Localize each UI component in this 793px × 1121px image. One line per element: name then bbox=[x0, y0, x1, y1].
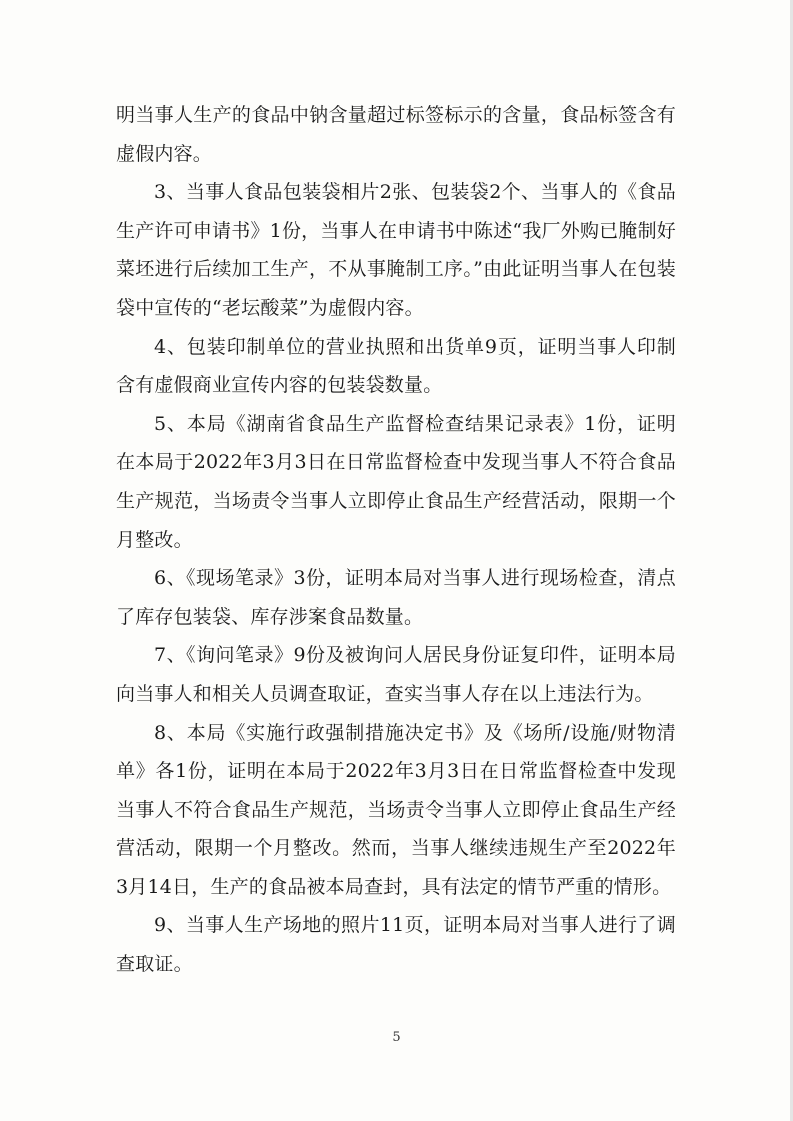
page-number: 5 bbox=[392, 1030, 401, 1045]
paragraph: 6、《现场笔录》3份，证明本局对当事人进行现场检查，清点了库存包装袋、库存涉案食品数量。 bbox=[116, 567, 676, 628]
paragraph: 9、当事人生产场地的照片11页，证明本局对当事人进行了调查取证。 bbox=[116, 914, 676, 976]
paragraph: 7、《询问笔录》9份及被询问人居民身份证复印件，证明本局向当事人和相关人员调查取证，查实当事人存在以上违法行为。 bbox=[116, 644, 676, 705]
document-body bbox=[116, 96, 676, 984]
paragraph: 明当事人生产的食品中钠含量超过标签标示的含量，食品标签含有虚假内容。 bbox=[116, 104, 676, 165]
paragraph: 8、本局《实施行政强制措施决定书》及《场所/设施/财物清单》各1份，证明在本局于2022年3月3日在日常监督检查中发现当事人不符合食品生产规范，当场责令当事人立即停止食品生产经营活动，限期一个月整改。然而，当事人继续违规生产至2022年3月14日，生产的食品被本局查封，具有法定的情节严重的情形。 bbox=[116, 721, 676, 898]
paragraph: 4、包装印制单位的营业执照和出货单9页，证明当事人印制含有虚假商业宣传内容的包装袋数量。 bbox=[116, 335, 676, 397]
paragraph: 3、当事人食品包装袋相片2张、包装袋2个、当事人的《食品生产许可申请书》1份，当事人在申请书中陈述“我厂外购已腌制好菜坯进行后续加工生产，不从事腌制工序。”由此证明当事人在包装袋中宣传的“老坛酸菜”为虚假内容。 bbox=[116, 181, 676, 319]
paragraph: 5、本局《湖南省食品生产监督检查结果记录表》1份，证明在本局于2022年3月3日在日常监督检查中发现当事人不符合食品生产规范，当场责令当事人立即停止食品生产经营活动，限期一个月整改。 bbox=[116, 412, 676, 551]
